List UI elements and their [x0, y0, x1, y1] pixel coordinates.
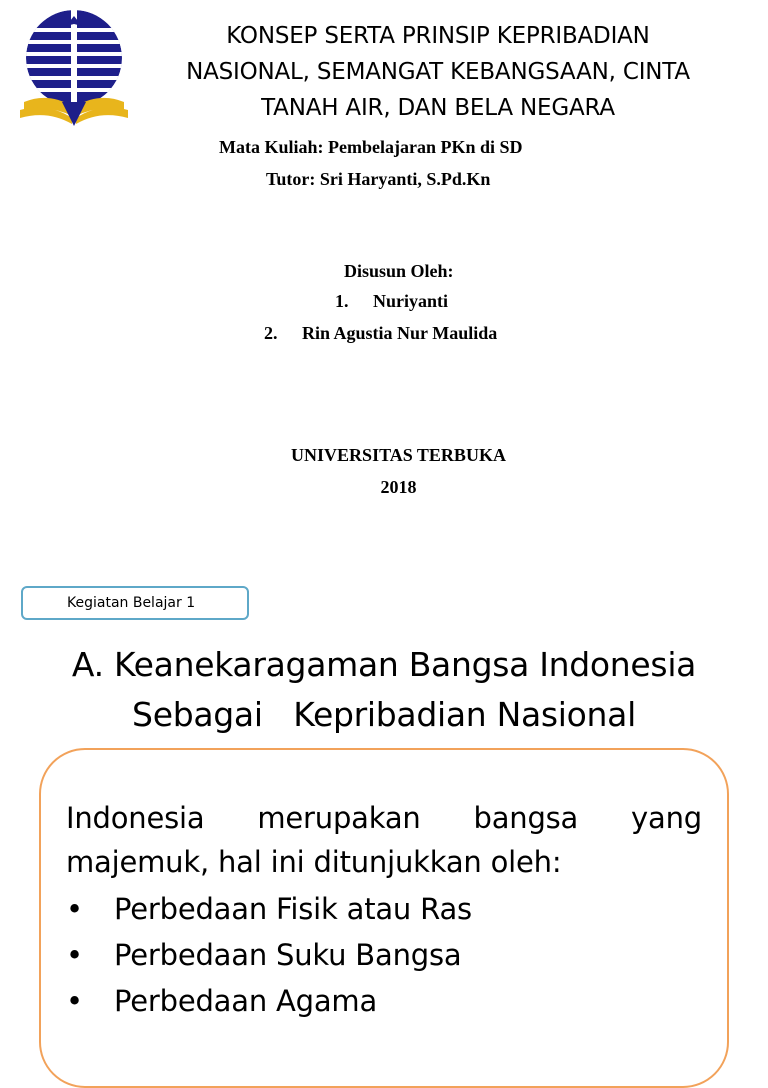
- year: 2018: [380, 477, 417, 497]
- intro-word: merupakan: [257, 801, 421, 835]
- intro-paragraph: [66, 796, 702, 884]
- intro-word: yang: [631, 801, 702, 835]
- cover-title: [148, 18, 728, 126]
- universitas-terbuka-logo-icon: [16, 6, 132, 128]
- intro-word: Indonesia: [66, 801, 205, 835]
- list-item: [66, 886, 472, 932]
- university-name: UNIVERSITAS TERBUKA: [291, 445, 506, 465]
- cover-title-line: NASIONAL, SEMANGAT KEBANGSAAN, CINTA: [186, 59, 690, 85]
- list-item: [66, 978, 472, 1024]
- tutor-name: Tutor: Sri Haryanti, S.Pd.Kn: [266, 169, 491, 189]
- list-item-text: Perbedaan Fisik atau Ras: [114, 892, 472, 926]
- intro-line: majemuk, hal ini ditunjukkan oleh:: [66, 845, 562, 879]
- intro-line: [66, 796, 702, 840]
- authors-heading: Disusun Oleh:: [344, 261, 454, 281]
- difference-list: [66, 886, 472, 1024]
- list-item-text: Perbedaan Suku Bangsa: [114, 938, 462, 972]
- content-slide: [0, 560, 768, 1024]
- bullet-icon: •: [66, 984, 83, 1018]
- section-heading: [0, 640, 768, 740]
- section-heading-line: Sebagai Kepribadian Nasional: [132, 695, 636, 734]
- bullet-icon: •: [66, 938, 83, 972]
- course-name: Mata Kuliah: Pembelajaran PKn di SD: [219, 137, 523, 157]
- list-item: [66, 932, 472, 978]
- author-item: [264, 323, 497, 344]
- author-number: 2.: [264, 323, 278, 343]
- intro-word: bangsa: [473, 801, 579, 835]
- section-heading-line: A. Keanekaragaman Bangsa Indonesia: [71, 645, 697, 684]
- author-number: 1.: [335, 291, 349, 311]
- list-item-text: Perbedaan Agama: [114, 984, 378, 1018]
- author-name: Nuriyanti: [373, 291, 449, 311]
- bullet-icon: •: [66, 892, 83, 926]
- activity-badge-label: Kegiatan Belajar 1: [67, 595, 196, 611]
- author-name: Rin Agustia Nur Maulida: [302, 323, 498, 343]
- cover-title-line: KONSEP SERTA PRINSIP KEPRIBADIAN: [226, 23, 650, 49]
- cover-title-line: TANAH AIR, DAN BELA NEGARA: [261, 95, 615, 121]
- author-item: [335, 291, 448, 312]
- activity-badge: [21, 586, 249, 620]
